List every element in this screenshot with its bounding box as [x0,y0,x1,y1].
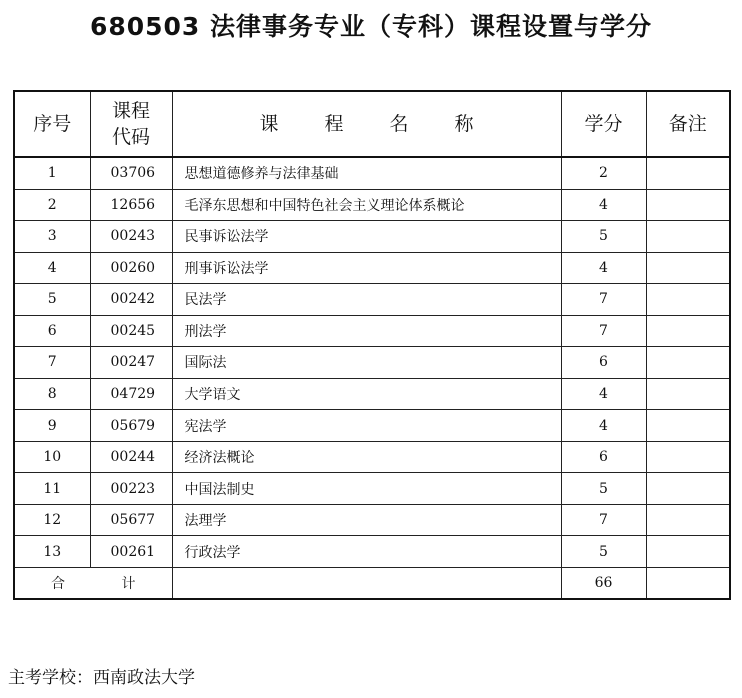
table-row [14,189,730,221]
row-credits: 4 [561,410,646,442]
row-remarks [646,252,730,284]
row-no: 10 [14,441,90,473]
table-row [14,347,730,379]
row-course-name: 刑法学 [172,315,561,347]
header-code [90,91,172,157]
table-row [14,536,730,568]
row-remarks [646,221,730,253]
row-remarks [646,473,730,505]
table-row [14,378,730,410]
row-remarks [646,536,730,568]
row-credits: 7 [561,284,646,316]
row-remarks [646,347,730,379]
row-course-name: 国际法 [172,347,561,379]
row-course-name: 经济法概论 [172,441,561,473]
row-course-name: 思想道德修养与法律基础 [172,157,561,189]
examining-school: 主考学校：西南政法大学 [8,668,195,688]
total-remarks [646,568,730,600]
row-credits: 4 [561,189,646,221]
row-no: 4 [14,252,90,284]
table-row [14,157,730,189]
table-row [14,504,730,536]
course-table-body [14,157,730,568]
row-no: 1 [14,157,90,189]
row-no: 8 [14,378,90,410]
row-no: 13 [14,536,90,568]
row-credits: 4 [561,252,646,284]
table-row [14,221,730,253]
row-course-name: 民法学 [172,284,561,316]
row-credits: 6 [561,347,646,379]
row-course-code: 00260 [90,252,172,284]
row-course-name: 民事诉讼法学 [172,221,561,253]
row-credits: 5 [561,473,646,505]
header-code-line2: 代码 [111,126,150,148]
row-course-code: 05677 [90,504,172,536]
row-no: 12 [14,504,90,536]
row-no: 5 [14,284,90,316]
row-remarks [646,504,730,536]
table-row [14,441,730,473]
row-no: 2 [14,189,90,221]
row-no: 3 [14,221,90,253]
document-title: 680503 法律事务专业（专科）课程设置与学分 [89,12,653,41]
header-remarks: 备注 [646,91,730,157]
row-credits: 7 [561,315,646,347]
table-row [14,284,730,316]
table-row [14,473,730,505]
row-credits: 7 [561,504,646,536]
header-code-line1: 课程 [111,100,150,122]
row-remarks [646,378,730,410]
header-name: 课 程 名 称 [172,91,561,157]
row-course-name: 大学语文 [172,378,561,410]
row-course-name: 毛泽东思想和中国特色社会主义理论体系概论 [172,189,561,221]
total-name-empty [172,568,561,600]
row-credits: 2 [561,157,646,189]
row-remarks [646,157,730,189]
row-course-name: 法理学 [172,504,561,536]
row-course-code: 00223 [90,473,172,505]
row-course-name: 中国法制史 [172,473,561,505]
row-credits: 4 [561,378,646,410]
row-course-code: 03706 [90,157,172,189]
table-row [14,410,730,442]
row-course-code: 00243 [90,221,172,253]
row-credits: 6 [561,441,646,473]
row-remarks [646,441,730,473]
total-credits: 66 [561,568,646,600]
row-course-code: 00247 [90,347,172,379]
row-remarks [646,315,730,347]
row-course-code: 00242 [90,284,172,316]
table-row [14,315,730,347]
row-credits: 5 [561,221,646,253]
total-label: 合 计 [14,568,172,600]
row-remarks [646,410,730,442]
row-no: 9 [14,410,90,442]
header-no: 序号 [14,91,90,157]
row-remarks [646,284,730,316]
row-no: 6 [14,315,90,347]
table-row [14,252,730,284]
row-course-code: 12656 [90,189,172,221]
row-course-name: 行政法学 [172,536,561,568]
row-course-code: 04729 [90,378,172,410]
row-credits: 5 [561,536,646,568]
row-course-code: 05679 [90,410,172,442]
course-table [13,90,731,600]
table-header-row [14,91,730,157]
row-remarks [646,189,730,221]
row-course-code: 00245 [90,315,172,347]
total-row [14,568,730,600]
header-credits: 学分 [561,91,646,157]
row-course-code: 00261 [90,536,172,568]
row-no: 11 [14,473,90,505]
row-course-name: 宪法学 [172,410,561,442]
row-course-code: 00244 [90,441,172,473]
row-no: 7 [14,347,90,379]
row-course-name: 刑事诉讼法学 [172,252,561,284]
